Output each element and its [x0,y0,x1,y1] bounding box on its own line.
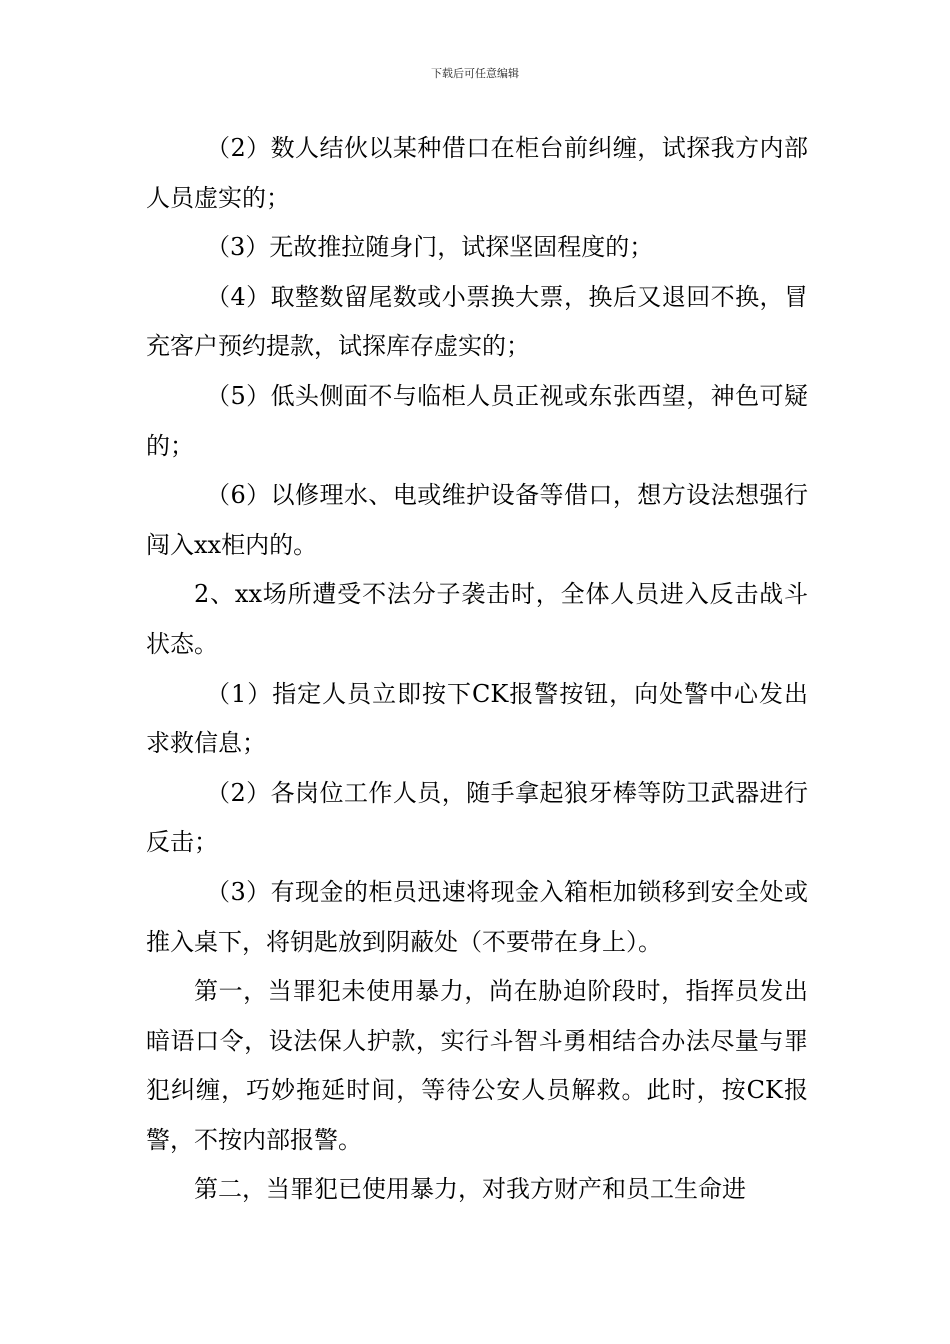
paragraph-section-2: 2、xx场所遭受不法分子袭击时，全体人员进入反击战斗状态。 [146,580,808,658]
page-header: 下载后可任意编辑 [431,67,519,80]
paragraph-item-4: （4）取整数留尾数或小票换大票，换后又退回不换，冒充客户预约提款，试探库存虚实的； [146,282,808,361]
paragraph-subitem-1: （1）指定人员立即按下CK报警按钮，向处警中心发出求救信息； [146,679,808,758]
paragraph-item-6: （6）以修理水、电或维护设备等借口，想方设法想强行闯入xx柜内的。 [146,481,808,559]
paragraph-subitem-2: （2）各岗位工作人员，随手拿起狼牙棒等防卫武器进行反击； [146,778,808,857]
paragraph-item-2: （2）数人结伙以某种借口在柜台前纠缠，试探我方内部人员虚实的； [146,134,808,212]
document-body [146,124,808,1215]
paragraph-subitem-3: （3）有现金的柜员迅速将现金入箱柜加锁移到安全处或推入桌下，将钥匙放到阴蔽处（不要带在身上）。 [146,877,808,956]
paragraph-item-5: （5）低头侧面不与临柜人员正视或东张西望，神色可疑的； [146,381,808,460]
paragraph-item-3: （3）无故推拉随身门，试探坚固程度的； [206,233,654,262]
paragraph-second: 第二，当罪犯已使用暴力，对我方财产和员工生命进 [194,1175,746,1204]
paragraph-first: 第一，当罪犯未使用暴力，尚在胁迫阶段时，指挥员发出暗语口令，设法保人护款，实行斗智斗勇相结合办法尽量与罪犯纠缠，巧妙拖延时间，等待公安人员解救。此时，按CK报警，不按内部报警。 [146,977,808,1154]
